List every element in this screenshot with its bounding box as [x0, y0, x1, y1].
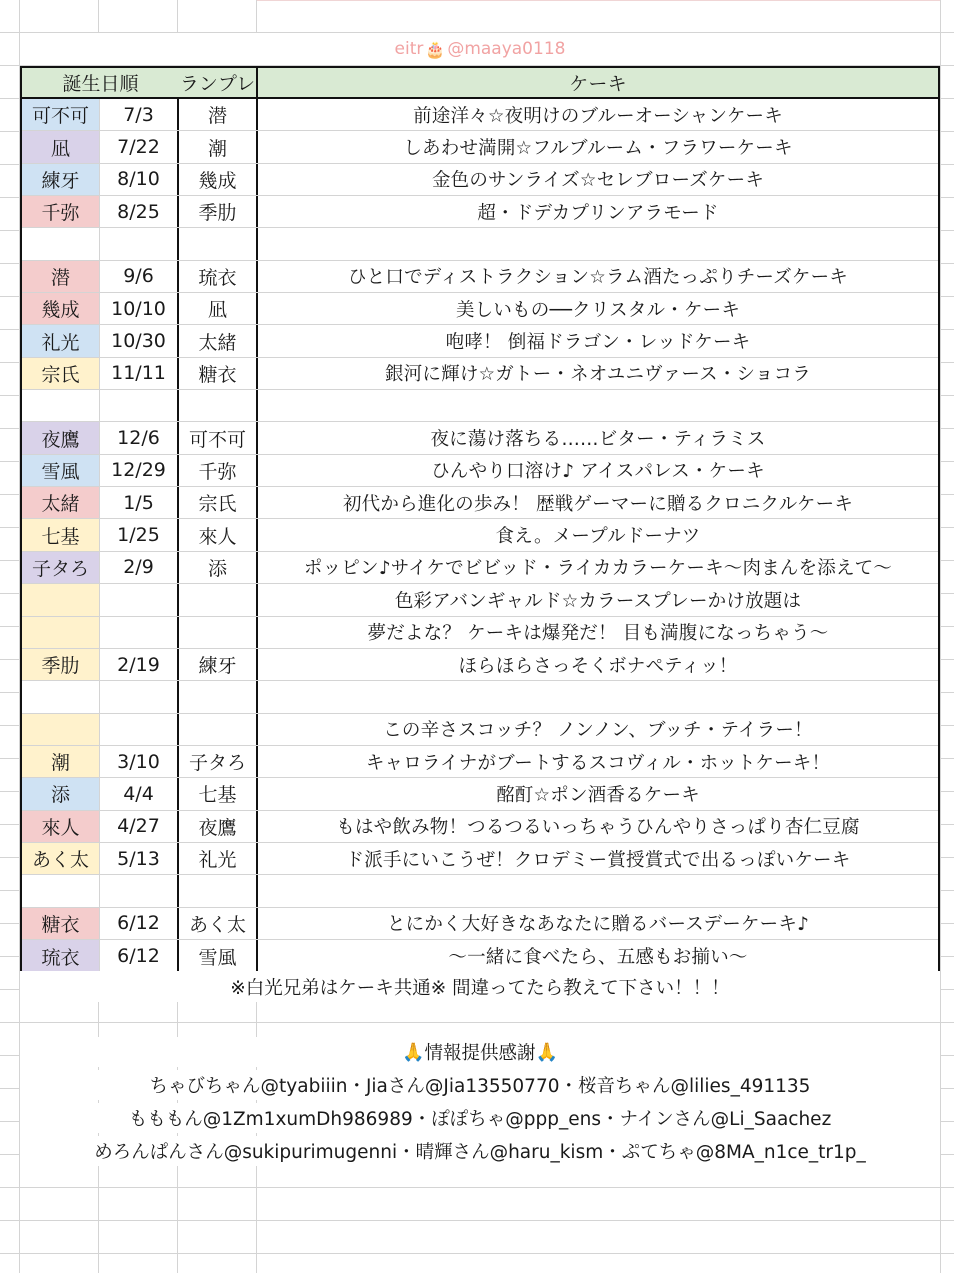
- birthday-date: 9/6: [100, 261, 179, 292]
- lanpre-partner: 宗氏: [179, 487, 258, 518]
- birthday-date: 6/12: [100, 940, 179, 972]
- table-row: [22, 164, 938, 196]
- birthday-date: 8/10: [100, 164, 179, 195]
- table-body: [22, 99, 938, 972]
- lanpre-partner: 琉衣: [179, 261, 258, 292]
- lanpre-partner: 千弥: [179, 455, 258, 486]
- thanks-line-2: もももん@1Zm1xumDh986989・ぽぽちゃ@ppp_ens・ナインさん@Li_Saachez: [20, 1103, 940, 1133]
- credit-line: [20, 33, 940, 65]
- table-header-row: [22, 68, 938, 99]
- credit-handle: @maaya0118: [447, 39, 566, 59]
- thanks-line-1: ちゃびちゃん@tyabiiin・Jiaさん@Jia13550770・桜音ちゃん@lilies_491135: [20, 1070, 940, 1100]
- header-lanpre: ランプレ: [179, 68, 258, 97]
- member-name: [22, 584, 100, 615]
- table-row: [22, 584, 938, 616]
- lanpre-partner: [179, 714, 258, 745]
- birthday-date: [100, 714, 179, 745]
- member-name: [22, 714, 100, 745]
- cake-name: [258, 228, 938, 259]
- credit-prefix: eitr: [394, 39, 424, 59]
- birthday-date: 2/9: [100, 552, 179, 583]
- member-name: 添: [22, 778, 100, 809]
- praying-hands-icon: 🙏: [535, 1041, 558, 1063]
- birthday-date: [100, 584, 179, 615]
- lanpre-partner: 夜鷹: [179, 811, 258, 842]
- table-row: [22, 261, 938, 293]
- lanpre-partner: 糖衣: [179, 358, 258, 389]
- cake-name: 酩酊☆ポン酒香るケーキ: [496, 784, 700, 806]
- table-row: [22, 487, 938, 519]
- table-row: [22, 455, 938, 487]
- birthday-date: 12/6: [100, 422, 179, 453]
- member-name: [22, 617, 100, 648]
- member-name: 七基: [22, 519, 100, 550]
- member-name: 潮: [22, 746, 100, 777]
- member-name: 宗氏: [22, 358, 100, 389]
- header-birthday-order: 誕生日順: [62, 73, 139, 95]
- cake-name: 〜一緒に食べたら、五感もお揃い〜: [448, 947, 748, 969]
- table-row: [22, 746, 938, 778]
- table-row: [22, 681, 938, 713]
- birthday-date: 10/10: [100, 293, 179, 324]
- birthday-date: 12/29: [100, 455, 179, 486]
- lanpre-partner: 凪: [179, 293, 258, 324]
- birthday-date: [100, 875, 179, 906]
- birthday-date: 11/11: [100, 358, 179, 389]
- cake-name: 超・ドデカプリンアラモード: [477, 202, 719, 224]
- lanpre-partner: 七基: [179, 778, 258, 809]
- member-name: 糖衣: [22, 908, 100, 939]
- cake-name: 初代から進化の歩み！ 歴戦ゲーマーに贈るクロニクルケーキ: [342, 493, 854, 515]
- table-row: [22, 778, 938, 810]
- cake-name: 夜に蕩け落ちる……ビター・ティラミス: [430, 429, 766, 451]
- thanks-line-3: めろんぱんさん@sukipurimugenni・晴輝さん@haru_kism・ぷてちゃ@8MA_n1ce_tr1p_: [20, 1136, 940, 1166]
- member-name: 潜: [22, 261, 100, 292]
- top-row-accent: [257, 0, 940, 5]
- member-name: [22, 681, 100, 712]
- birthday-date: 7/3: [100, 99, 179, 130]
- member-name: 千弥: [22, 196, 100, 227]
- table-row: [22, 908, 938, 940]
- lanpre-partner: 礼光: [179, 843, 258, 874]
- lanpre-partner: 練牙: [179, 649, 258, 680]
- member-name: 太緒: [22, 487, 100, 518]
- table-row: [22, 875, 938, 907]
- table-row: [22, 843, 938, 875]
- lanpre-partner: 可不可: [179, 422, 258, 453]
- lanpre-partner: 幾成: [179, 164, 258, 195]
- cake-name: もはや飲み物！つるつるいっちゃうひんやりさっぱり杏仁豆腐: [336, 817, 860, 839]
- lanpre-partner: 潮: [179, 131, 258, 162]
- cake-name: ひと口でディストラクション☆ラム酒たっぷりチーズケーキ: [347, 267, 849, 289]
- table-row: [22, 940, 938, 972]
- footnote: ※白光兄弟はケーキ共通※ 間違ってたら教えて下さい！！！: [20, 971, 940, 1002]
- table-row: [22, 811, 938, 843]
- table-row: [22, 552, 938, 584]
- member-name: 練牙: [22, 164, 100, 195]
- member-name: 可不可: [22, 99, 100, 130]
- cake-name: ほらほらさっそくボナペティッ！: [458, 655, 738, 677]
- cake-name: しあわせ満開☆フルブルーム・フラワーケーキ: [403, 138, 793, 160]
- cake-name: ド派手にいこうぜ！クロデミー賞授賞式で出るっぽいケーキ: [345, 849, 851, 871]
- member-name: [22, 390, 100, 421]
- cake-name: 銀河に輝け☆ガトー・ネオユニヴァース・ショコラ: [385, 364, 811, 386]
- birthday-date: [100, 617, 179, 648]
- lanpre-partner: [179, 875, 258, 906]
- cake-name: 夢だよな？ ケーキは爆発だ！ 目も満腹になっちゃう〜: [367, 623, 829, 645]
- lanpre-partner: 太緒: [179, 325, 258, 356]
- header-cake: ケーキ: [569, 73, 627, 95]
- cake-name: [258, 390, 938, 421]
- birthday-date: [100, 681, 179, 712]
- table-row: [22, 228, 938, 260]
- member-name: 季肋: [22, 649, 100, 680]
- cake-name: ひんやり口溶け♪ アイスパレス・ケーキ: [431, 461, 765, 483]
- lanpre-partner: [179, 584, 258, 615]
- lanpre-partner: 子タろ: [179, 746, 258, 777]
- thanks-title-line: [20, 1037, 940, 1067]
- cake-icon: 🎂: [425, 39, 446, 59]
- lanpre-partner: [179, 617, 258, 648]
- table-row: [22, 99, 938, 131]
- birthday-date: 4/27: [100, 811, 179, 842]
- lanpre-partner: [179, 681, 258, 712]
- lanpre-partner: 雪風: [179, 940, 258, 972]
- birthday-date: 2/19: [100, 649, 179, 680]
- table-row: [22, 714, 938, 746]
- birthday-date: 3/10: [100, 746, 179, 777]
- table-row: [22, 422, 938, 454]
- birthday-date: 1/5: [100, 487, 179, 518]
- birthday-date: 5/13: [100, 843, 179, 874]
- birthday-date: [100, 228, 179, 259]
- member-name: 琉衣: [22, 940, 100, 972]
- birthday-cake-table: [20, 66, 940, 974]
- member-name: 礼光: [22, 325, 100, 356]
- birthday-date: 10/30: [100, 325, 179, 356]
- lanpre-partner: 潜: [179, 99, 258, 130]
- member-name: 來人: [22, 811, 100, 842]
- lanpre-partner: [179, 390, 258, 421]
- member-name: あく太: [22, 843, 100, 874]
- birthday-date: 4/4: [100, 778, 179, 809]
- table-row: [22, 293, 938, 325]
- member-name: 雪風: [22, 455, 100, 486]
- cake-name: 前途洋々☆夜明けのブルーオーシャンケーキ: [413, 105, 783, 127]
- table-row: [22, 649, 938, 681]
- birthday-date: 6/12: [100, 908, 179, 939]
- table-row: [22, 519, 938, 551]
- birthday-date: 7/22: [100, 131, 179, 162]
- lanpre-partner: あく太: [179, 908, 258, 939]
- table-row: [22, 390, 938, 422]
- lanpre-partner: 添: [179, 552, 258, 583]
- birthday-date: [100, 390, 179, 421]
- cake-name: ポッピン♪サイケでビビッド・ライカカラーケーキ〜肉まんを添えて〜: [303, 558, 893, 580]
- table-row: [22, 325, 938, 357]
- cake-name: とにかく大好きなあなたに贈るバースデーケーキ♪: [386, 914, 810, 936]
- table-row: [22, 196, 938, 228]
- cake-name: [258, 875, 938, 906]
- cake-name: 色彩アバンギャルド☆カラースプレーかけ放題は: [394, 590, 802, 612]
- cake-name: 美しいもの──クリスタル・ケーキ: [455, 299, 741, 321]
- birthday-date: 1/25: [100, 519, 179, 550]
- table-row: [22, 617, 938, 649]
- table-row: [22, 131, 938, 163]
- lanpre-partner: [179, 228, 258, 259]
- table-row: [22, 358, 938, 390]
- member-name: [22, 228, 100, 259]
- cake-name: この辛さスコッチ？ ノンノン、ブッチ・テイラー！: [383, 720, 813, 742]
- member-name: [22, 875, 100, 906]
- member-name: 幾成: [22, 293, 100, 324]
- thanks-title: 情報提供感謝: [424, 1043, 536, 1064]
- member-name: 凪: [22, 131, 100, 162]
- cake-name: 金色のサンライズ☆セレブローズケーキ: [431, 170, 765, 192]
- lanpre-partner: 來人: [179, 519, 258, 550]
- birthday-date: 8/25: [100, 196, 179, 227]
- cake-name: 咆哮！ 倒福ドラゴン・レッドケーキ: [445, 332, 751, 354]
- member-name: 子タろ: [22, 552, 100, 583]
- cake-name: 食え。メープルドーナツ: [495, 526, 701, 548]
- praying-hands-icon: 🙏: [402, 1041, 425, 1063]
- cake-name: キャロライナがブートするスコヴィル・ホットケーキ！: [365, 752, 831, 774]
- lanpre-partner: 季肋: [179, 196, 258, 227]
- cake-name: [258, 681, 938, 712]
- member-name: 夜鷹: [22, 422, 100, 453]
